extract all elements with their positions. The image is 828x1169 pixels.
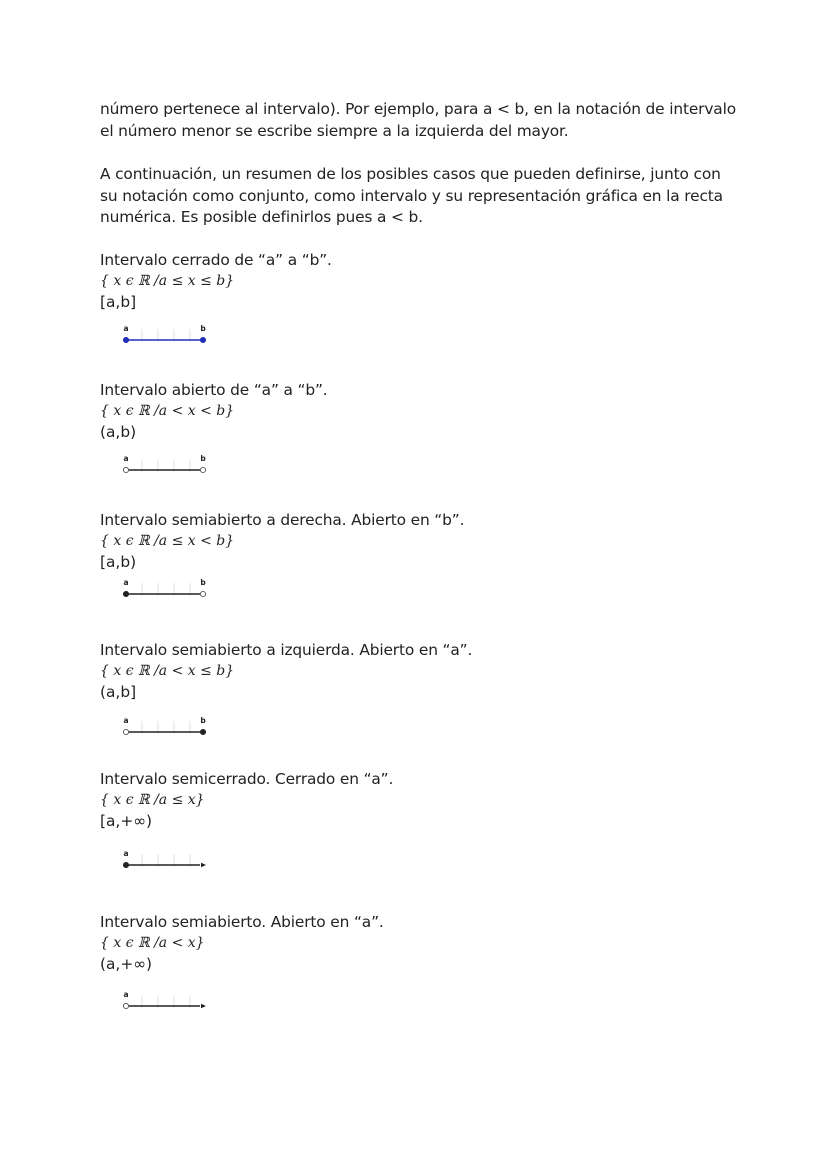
- set-notation: { x ϵ ℝ /a ≤ x}: [100, 792, 205, 808]
- interval-notation: (a,+∞): [100, 955, 153, 973]
- intro-paragraph-2: [100, 164, 740, 229]
- interval-notation: [a,b): [100, 553, 137, 571]
- open-endpoint-b: [200, 467, 205, 472]
- section-title: Intervalo semiabierto. Abierto en “a”.: [100, 913, 384, 931]
- closed-endpoint-a: [123, 862, 128, 867]
- section-title: Intervalo semiabierto a izquierda. Abierto en “a”.: [100, 641, 473, 659]
- endpoint-label-b: b: [200, 578, 206, 587]
- interval-half-open-left-section: [100, 640, 740, 725]
- number-line-graph: [118, 988, 218, 1012]
- section-title: Intervalo semicerrado. Cerrado en “a”.: [100, 770, 394, 788]
- endpoint-label-b: b: [200, 324, 206, 333]
- interval-notation: (a,b]: [100, 683, 137, 701]
- interval-notation: [a,b]: [100, 293, 137, 311]
- number-line-graph: [118, 714, 218, 738]
- number-line-graph: [118, 322, 218, 346]
- text-line: su notación como conjunto, como intervalo y su representación gráfica en la recta: [100, 186, 723, 205]
- closed-endpoint-b: [200, 337, 205, 342]
- endpoint-label-a: a: [123, 324, 129, 333]
- interval-open-section: [100, 380, 740, 463]
- number-line-graph: [118, 452, 218, 476]
- text-line: el número menor se escribe siempre a la izquierda del mayor.: [100, 121, 569, 140]
- interval-closed-section: [100, 250, 740, 333]
- set-notation: { x ϵ ℝ /a < x ≤ b}: [100, 663, 235, 679]
- infinity-arrow-icon: [201, 863, 206, 868]
- number-line-graph: [118, 847, 218, 871]
- closed-endpoint-a: [123, 591, 128, 596]
- set-notation: { x ϵ ℝ /a < x < b}: [100, 403, 235, 419]
- endpoint-label-a: a: [123, 849, 129, 858]
- infinity-arrow-icon: [201, 1004, 206, 1009]
- open-endpoint-a: [123, 1003, 128, 1008]
- number-line-graph: [118, 576, 218, 600]
- interval-semiclosed-infinite-section: [100, 769, 740, 858]
- open-endpoint-a: [123, 729, 128, 734]
- interval-half-open-right-section: [100, 510, 740, 587]
- endpoint-label-a: a: [123, 716, 129, 725]
- interval-notation: (a,b): [100, 423, 137, 441]
- endpoint-label-a: a: [123, 578, 129, 587]
- endpoint-label-b: b: [200, 454, 206, 463]
- section-title: Intervalo abierto de “a” a “b”.: [100, 381, 328, 399]
- text-line: numérica. Es posible definirlos pues a < b.: [100, 208, 423, 226]
- open-endpoint-b: [200, 591, 205, 596]
- closed-endpoint-b: [200, 729, 205, 734]
- text-line: número pertenece al intervalo). Por ejemplo, para a < b, en la notación de intervalo: [100, 100, 736, 118]
- interval-notation: [a,+∞): [100, 812, 153, 830]
- open-endpoint-a: [123, 467, 128, 472]
- section-title: Intervalo cerrado de “a” a “b”.: [100, 251, 332, 269]
- set-notation: { x ϵ ℝ /a ≤ x ≤ b}: [100, 273, 235, 289]
- interval-semiopen-infinite-section: [100, 912, 740, 999]
- set-notation: { x ϵ ℝ /a < x}: [100, 935, 205, 951]
- closed-endpoint-a: [123, 337, 128, 342]
- set-notation: { x ϵ ℝ /a ≤ x < b}: [100, 533, 235, 549]
- text-line: A continuación, un resumen de los posibles casos que pueden definirse, junto con: [100, 165, 721, 183]
- section-title: Intervalo semiabierto a derecha. Abierto en “b”.: [100, 511, 465, 529]
- endpoint-label-b: b: [200, 716, 206, 725]
- endpoint-label-a: a: [123, 454, 129, 463]
- endpoint-label-a: a: [123, 990, 129, 999]
- intro-paragraph-1: [100, 99, 740, 142]
